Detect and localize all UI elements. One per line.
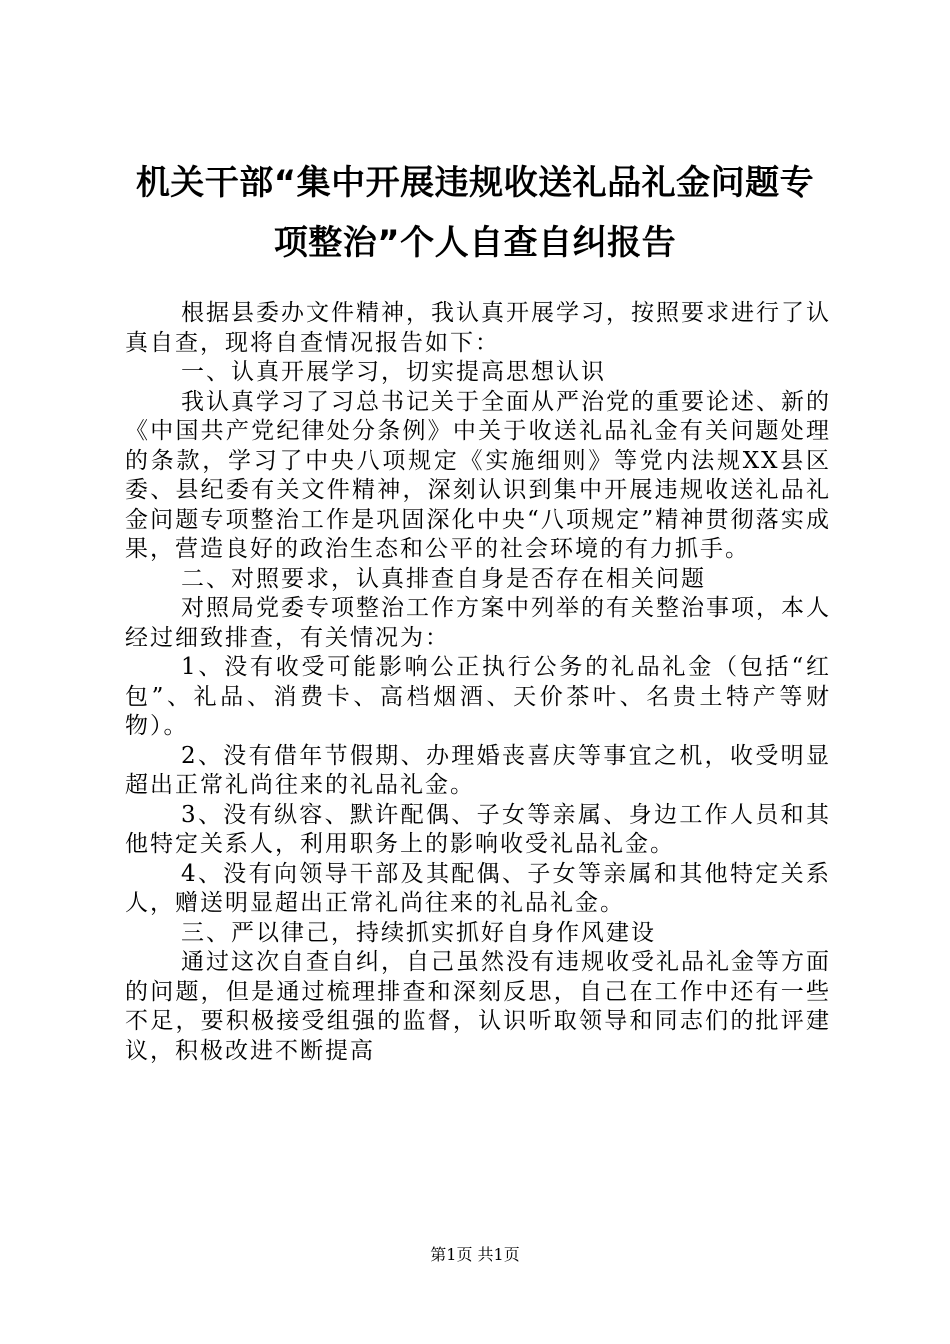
paragraph-study: 我认真学习了习总书记关于全面从严治党的重要论述、新的《中国共产党纪律处分条例》中关于收送礼品礼金有关问题处理的条款，学习了中央八项规定《实施细则》等党内法规XX县区委、县纪委有关文件精神，深刻认识到集中开展违规收送礼品礼金问题专项整治工作是巩固深化中央“八项规定”精神贯彻落实成果，营造良好的政治生态和公平的社会环境的有力抓手。 <box>125 388 831 562</box>
list-item-3: 3、没有纵容、默许配偶、子女等亲属、身边工作人员和其他特定关系人，利用职务上的影响收受礼品礼金。 <box>125 801 831 857</box>
document-body <box>125 299 831 1066</box>
section-heading-1: 一、认真开展学习，切实提高思想认识 <box>181 359 606 385</box>
document-title-line2: 项整治”个人自查自纠报告 <box>273 223 677 263</box>
paragraph-intro: 根据县委办文件精神，我认真开展学习，按照要求进行了认真自查，现将自查情况报告如下： <box>125 300 831 356</box>
page-footer: 第1页 共1页 <box>430 1245 520 1264</box>
document-title-line1: 机关干部“集中开展违规收送礼品礼金问题专 <box>135 163 815 203</box>
paragraph-check: 对照局党委专项整治工作方案中列举的有关整治事项，本人经过细致排查，有关情况为： <box>125 595 831 651</box>
list-item-4: 4、没有向领导干部及其配偶、子女等亲属和其他特定关系人，赠送明显超出正常礼尚往来的礼品礼金。 <box>125 860 831 916</box>
section-heading-2: 二、对照要求，认真排查自身是否存在相关问题 <box>181 565 706 592</box>
section-heading-3: 三、严以律己，持续抓实抓好自身作风建设 <box>181 919 656 946</box>
list-item-2: 2、没有借年节假期、办理婚丧喜庆等事宜之机，收受明显超出正常礼尚往来的礼品礼金。 <box>125 742 831 798</box>
paragraph-conclusion: 通过这次自查自纠，自己虽然没有违规收受礼品礼金等方面的问题，但是通过梳理排查和深刻反思，自己在工作中还有一些不足，要积极接受组强的监督，认识听取领导和同志们的批评建议，积极改进不断提高 <box>125 949 831 1064</box>
list-item-1: 1、没有收受可能影响公正执行公务的礼品礼金（包括“红包”、礼品、消费卡、高档烟酒、天价茶叶、名贵土特产等财物）。 <box>125 654 831 739</box>
